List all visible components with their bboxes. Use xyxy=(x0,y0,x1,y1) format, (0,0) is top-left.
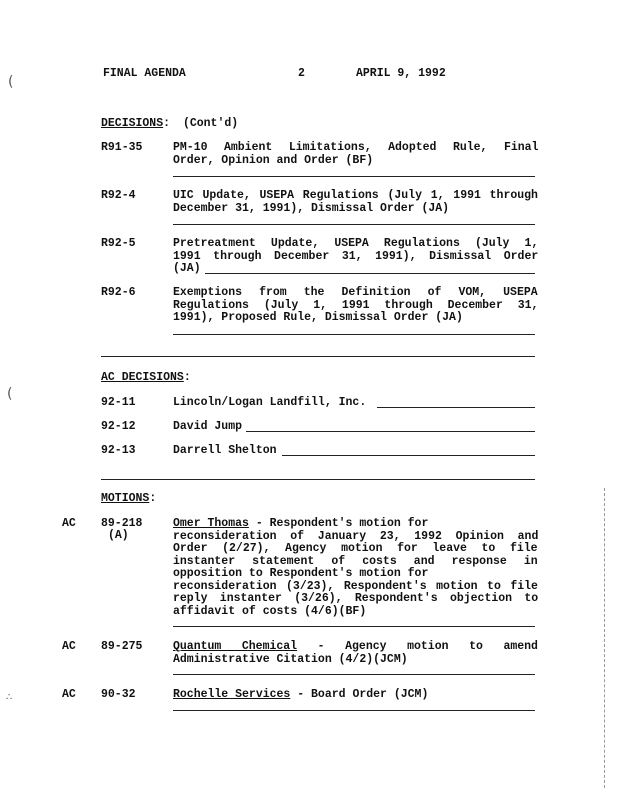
signature-line xyxy=(282,455,535,456)
page-number: 2 xyxy=(298,67,305,80)
agenda-date: APRIL 9, 1992 xyxy=(356,67,446,80)
text-line: reconsideration (3/23), Respondent's motion to file xyxy=(173,579,538,593)
text-line: 1991 through December 31, 1991), Dismissal Order xyxy=(173,249,539,263)
text-line xyxy=(173,517,428,530)
decision-case-number: R92-6 xyxy=(101,286,136,299)
motion-case-suffix: (A) xyxy=(108,529,129,542)
motion-item-text xyxy=(173,517,538,619)
signature-line xyxy=(246,431,535,432)
section-divider xyxy=(101,356,535,357)
binding-hole-mark: ∴ xyxy=(6,692,13,703)
ac-decision-case-number: 92-13 xyxy=(101,444,136,457)
text-line xyxy=(173,688,428,701)
ac-decisions-heading-colon: : xyxy=(183,371,191,384)
text-line: 1991), Proposed Rule, Dismissal Order (JA) xyxy=(173,311,463,324)
motions-heading-colon: : xyxy=(149,492,157,505)
decisions-heading xyxy=(101,117,238,130)
text-line: reconsideration of January 23, 1992 Opinion and xyxy=(173,529,539,543)
motion-description: - Agency motion to amend xyxy=(297,640,538,653)
ac-decision-case-number: 92-12 xyxy=(101,420,136,433)
ac-decision-title: Lincoln/Logan Landfill, Inc. xyxy=(173,396,367,409)
decision-case-number: R91-35 xyxy=(101,141,143,154)
party-name: Omer Thomas xyxy=(173,517,249,530)
text-line: affidavit of costs (4/6)(BF) xyxy=(173,604,367,618)
motion-type: AC xyxy=(62,640,76,653)
decision-item-text xyxy=(173,286,538,324)
decisions-heading-label: DECISIONS xyxy=(101,117,164,130)
ac-decisions-heading-label: AC DECISIONS xyxy=(101,371,184,384)
decisions-contd: (Cont'd) xyxy=(182,117,239,130)
signature-line xyxy=(173,176,535,177)
motion-case-number: 89-218 xyxy=(101,517,143,530)
signature-line xyxy=(173,626,535,627)
signature-line xyxy=(205,273,535,274)
agenda-title: FINAL AGENDA xyxy=(103,67,186,80)
motion-case-number: 90-32 xyxy=(101,688,136,701)
text-line: December 31, 1991), Dismissal Order (JA) xyxy=(173,201,450,215)
signature-line xyxy=(173,674,535,675)
motions-heading xyxy=(101,492,156,505)
text-line: PM-10 Ambient Limitations, Adopted Rule, Final xyxy=(173,141,539,154)
text-line: (JA) xyxy=(173,262,201,275)
motion-description: - Respondent's motion for xyxy=(248,517,429,530)
ac-decision-title: Darrell Shelton xyxy=(173,444,277,457)
motion-item-text xyxy=(173,688,538,702)
signature-line xyxy=(377,407,535,408)
text-line: Order (2/27), Agency motion for leave to file xyxy=(173,542,538,555)
motion-description: - Board Order (JCM) xyxy=(290,688,429,701)
left-margin-mark: ( xyxy=(7,386,13,402)
signature-line xyxy=(173,334,535,335)
decisions-heading-colon: : xyxy=(163,117,171,130)
motion-case-number: 89-275 xyxy=(101,640,143,653)
decision-case-number: R92-5 xyxy=(101,237,136,250)
text-line: instanter statement of costs and response in xyxy=(173,554,538,568)
ac-decision-case-number: 92-11 xyxy=(101,396,136,409)
ac-decision-title: David Jump xyxy=(173,420,243,433)
text-line: Exemptions from the Definition of VOM, USEPA xyxy=(173,286,538,299)
text-line: Pretreatment Update, USEPA Regulations (July 1, xyxy=(173,237,539,250)
party-name: Rochelle Services xyxy=(173,688,291,701)
text-line: Regulations (July 1, 1991 through December 31, xyxy=(173,298,539,312)
section-divider xyxy=(101,479,535,480)
text-line: reply instanter (3/26), Respondent's objection to xyxy=(173,592,539,605)
text-line: UIC Update, USEPA Regulations (July 1, 1991 through xyxy=(173,189,538,202)
ac-decisions-heading xyxy=(101,371,191,384)
decision-item-text xyxy=(173,141,538,167)
motion-type: AC xyxy=(62,688,76,701)
motion-type: AC xyxy=(62,517,76,530)
motion-item-text xyxy=(173,640,538,666)
left-margin-mark: ( xyxy=(8,74,14,90)
text-line xyxy=(173,640,538,653)
decision-item-text xyxy=(173,237,538,275)
party-name: Quantum Chemical xyxy=(173,640,298,653)
text-line: Administrative Citation (4/2)(JCM) xyxy=(173,652,408,666)
decision-case-number: R92-4 xyxy=(101,189,136,202)
text-line: opposition to Respondent's motion for xyxy=(173,567,429,580)
right-edge-border xyxy=(604,488,605,788)
text-line: Order, Opinion and Order (BF) xyxy=(173,153,374,167)
signature-line xyxy=(173,224,535,225)
signature-line xyxy=(173,710,535,711)
decision-item-text xyxy=(173,189,538,215)
motions-heading-label: MOTIONS xyxy=(101,492,150,505)
